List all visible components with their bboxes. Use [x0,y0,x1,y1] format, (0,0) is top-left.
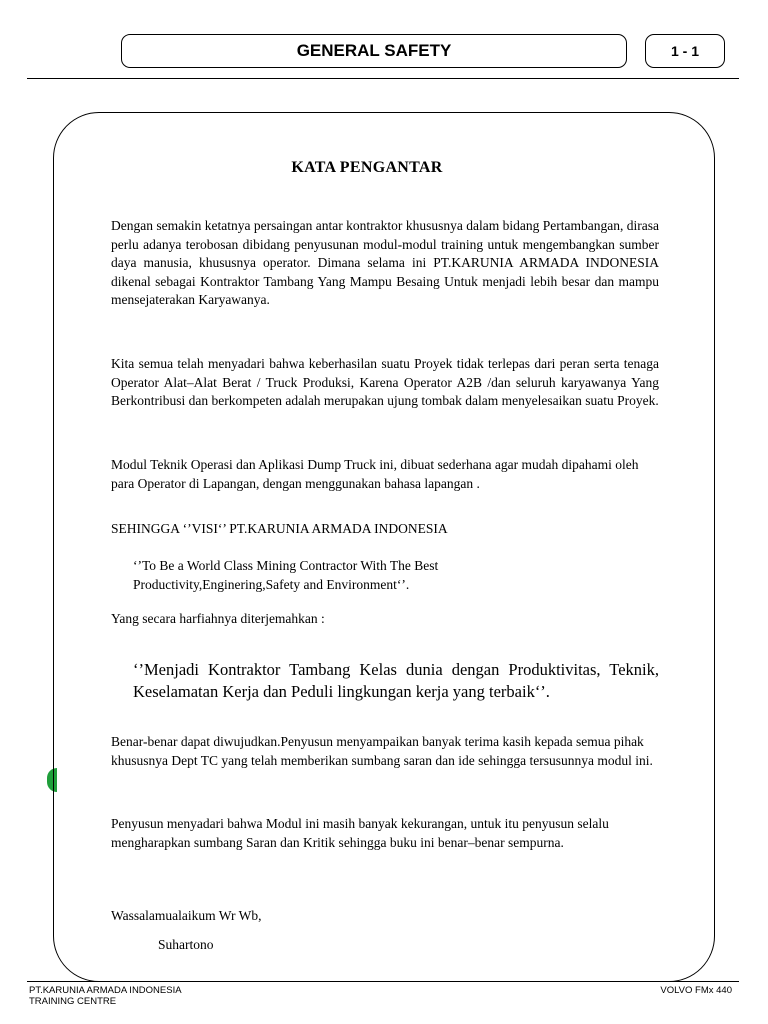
footer-product: VOLVO FMx 440 [660,985,732,996]
footer-left [29,985,182,1007]
paragraph-5: Penyusun menyadari bahwa Modul ini masih banyak kekurangan, untuk itu penyusun selalu mengharapkan sumbang Saran dan Kritik sehingga buku ini benar–benar sempurna. [111,816,609,850]
vision-indonesian: ‘’Menjadi Kontraktor Tambang Kelas dunia dengan Produktivitas, Teknik, Keselamatan Kerja dan Peduli lingkungan kerja yang terbaik‘’. [133,660,659,701]
page-number: 1 - 1 [670,43,699,59]
page-header-title: GENERAL SAFETY [296,41,452,60]
paragraph-2: Kita semua telah menyadari bahwa keberhasilan suatu Proyek tidak terlepas dari peran serta tenaga Operator Alat–Alat Berat / Truck Produksi, Karena Operator A2B /dan seluruh karyawanya Yang Berkontribusi dan berkompeten adalah merupakan ujung tombak dalam menyelesaikan suatu Proyek. [111,356,659,409]
header-page-box [645,34,725,68]
paragraph-3: Modul Teknik Operasi dan Aplikasi Dump Truck ini, dibuat sederhana agar mudah dipahami oleh para Operator di Lapangan, dengan menggunakan bahasa lapangan . [111,457,639,491]
paragraph-4: Benar-benar dapat diwujudkan.Penyusun menyampaikan banyak terima kasih kepada semua pihak khususnya Dept TC yang telah memberikan sumbang saran dan ide sehingga tersusunnya modul ini. [111,734,653,768]
footer-divider [27,981,739,982]
header-title-box [121,34,627,68]
footer-department: TRAINING CENTRE [29,996,117,1007]
closing-greeting: Wassalamualaikum Wr Wb, [111,908,262,923]
document-heading: KATA PENGANTAR [291,159,443,176]
vision-intro: SEHINGGA ‘’VISI‘’ PT.KARUNIA ARMADA INDONESIA [111,521,448,536]
signer-name: Suhartono [158,937,214,952]
translation-intro: Yang secara harfiahnya diterjemahkan : [111,611,325,626]
header-divider [27,78,739,79]
paragraph-1: Dengan semakin ketatnya persaingan antar kontraktor khususnya dalam bidang Pertambangan, dirasa perlu adanya terobosan dibidang penyusunan modul-modul training untuk mengembangkan sumber daya manusia, khususnya operator. Dimana selama ini PT.KARUNIA ARMADA INDONESIA dikenal sebagai Kontraktor Tambang Yang Mampu Besaing Untuk menjadi lebih besar dan mampu mensejaterakan Karyawanya. [111,218,659,308]
vision-english: ‘’To Be a World Class Mining Contractor With The Best Productivity,Enginering,Safety and Environment‘’. [133,558,439,592]
footer-company: PT.KARUNIA ARMADA INDONESIA [29,985,182,996]
